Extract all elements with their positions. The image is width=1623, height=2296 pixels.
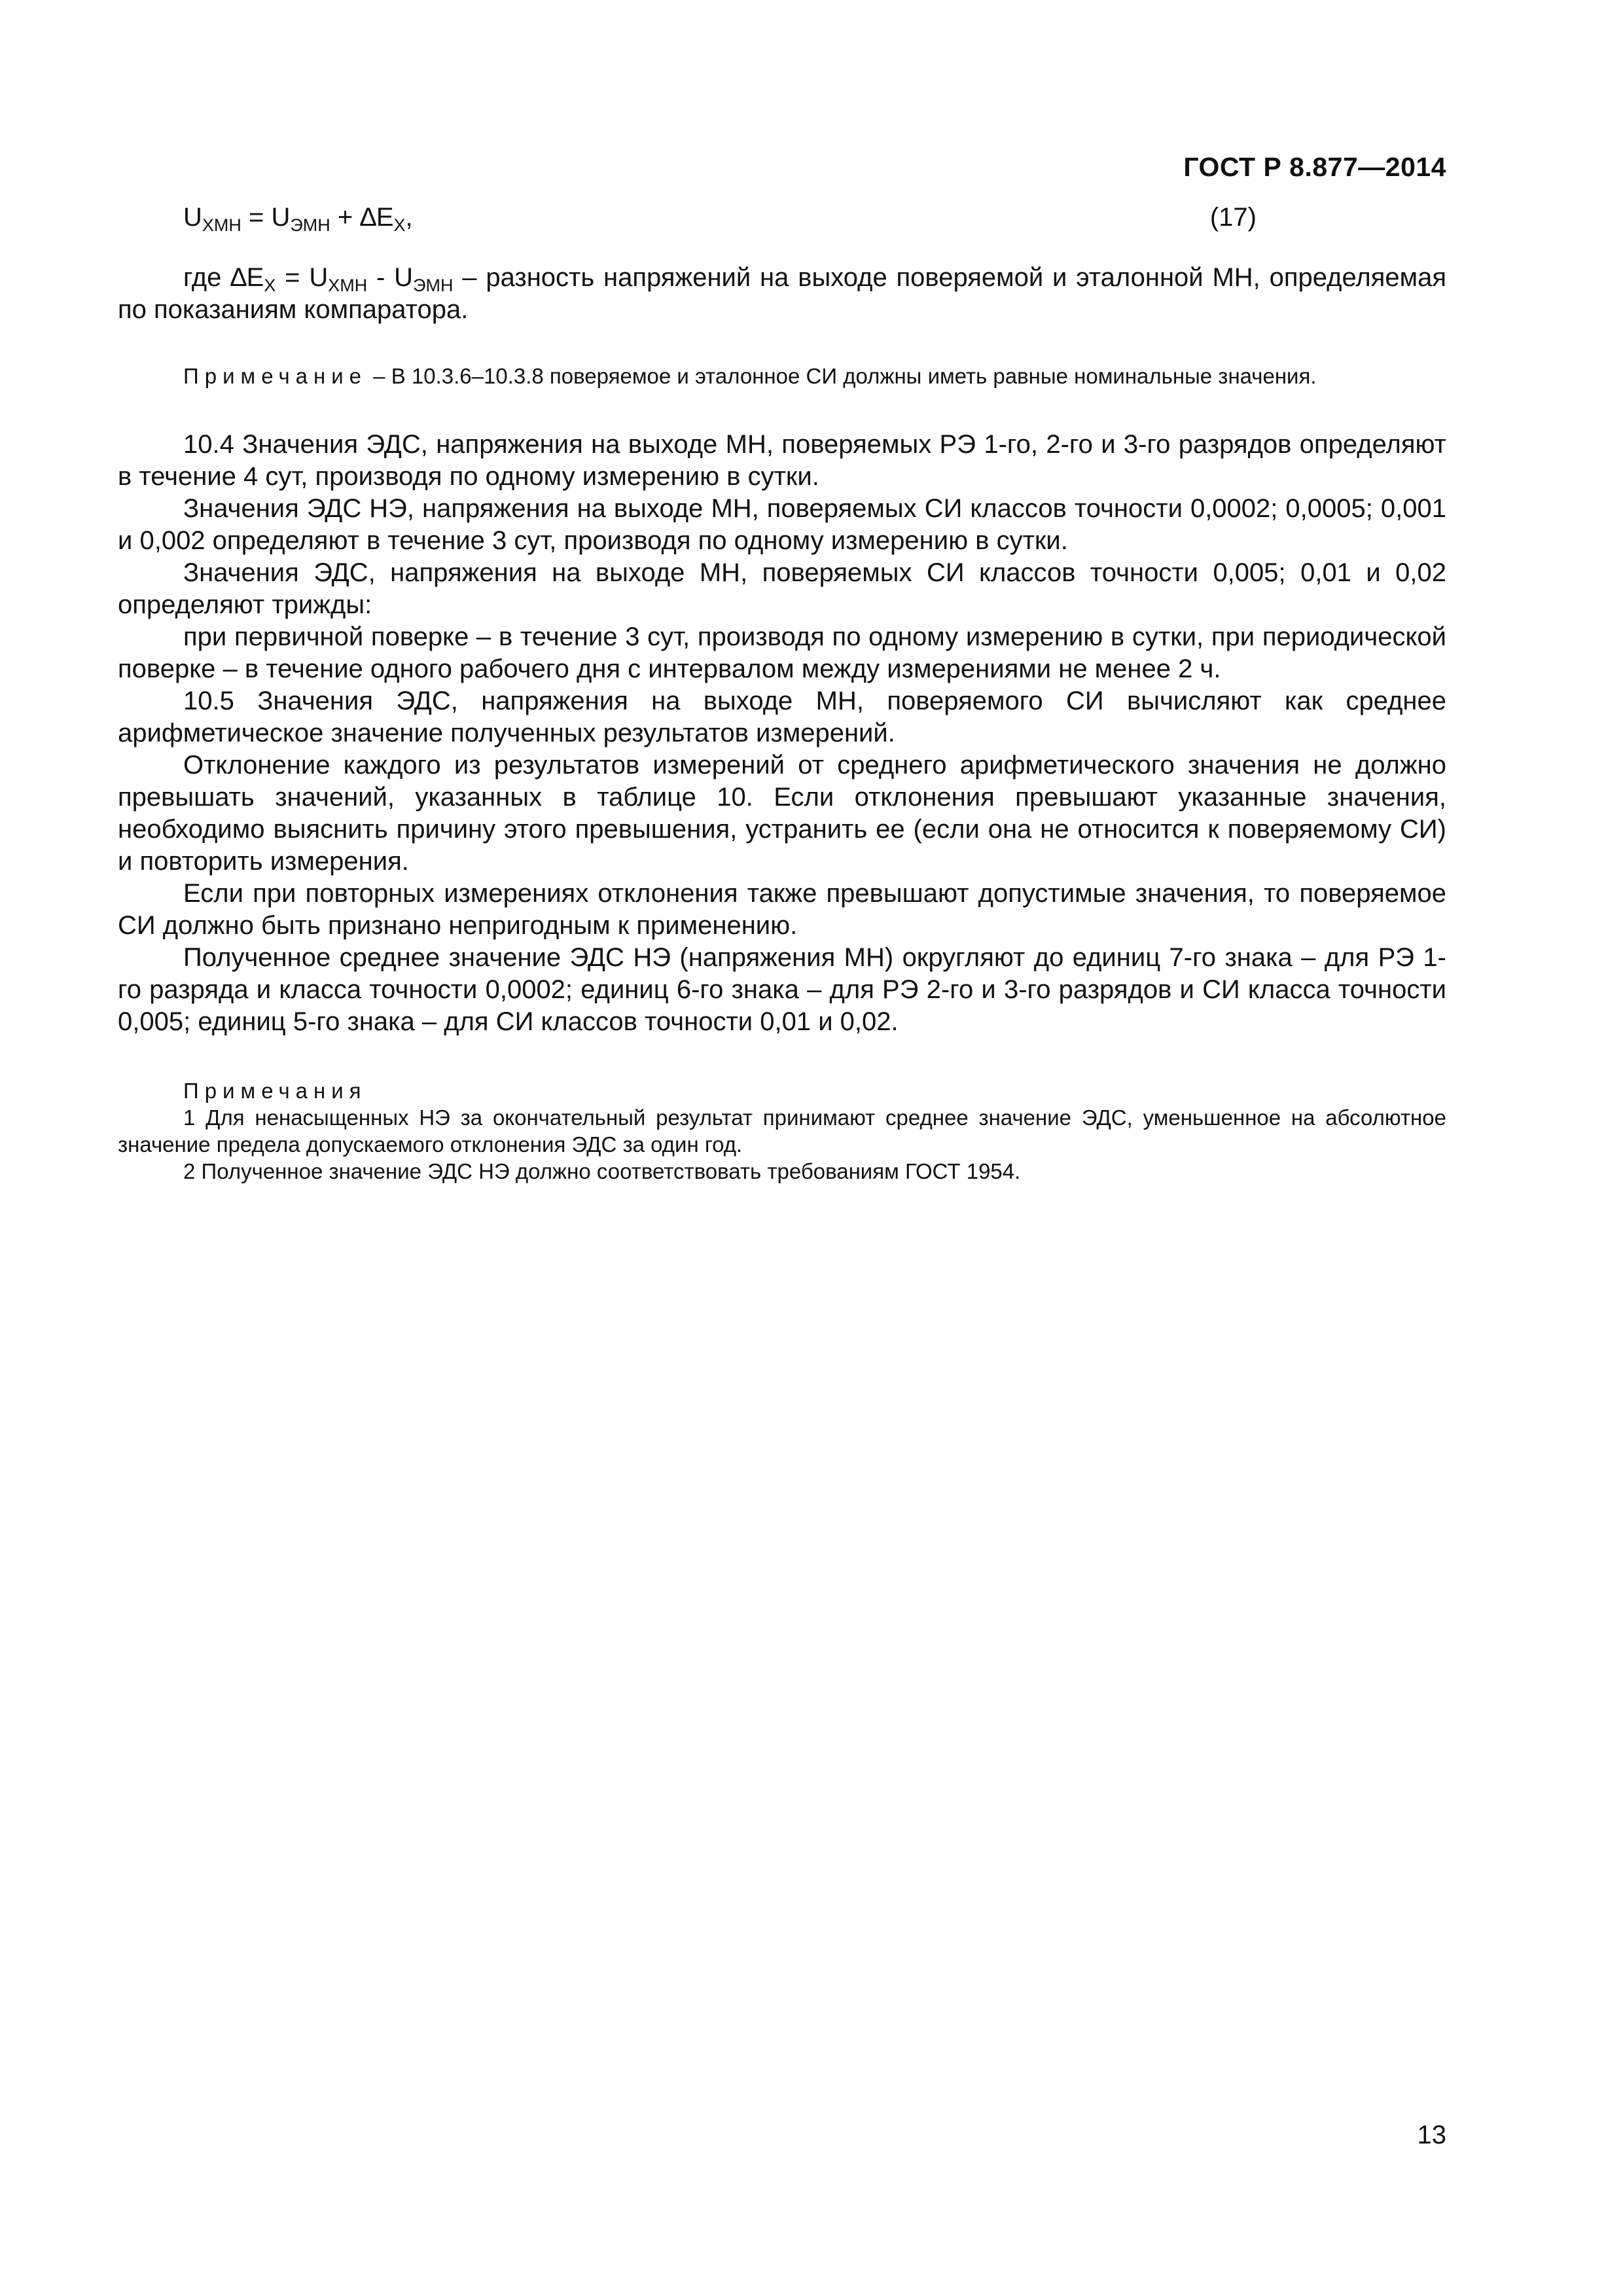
page-number: 13 — [1417, 2121, 1446, 2149]
document-header: ГОСТ Р 8.877—2014 — [1183, 152, 1446, 182]
paragraph-10-5: 10.5 Значения ЭДС, напряжения на выходе МН, поверяемого СИ вычисляют как среднее арифметическое значение полученных результатов измерений. — [118, 687, 1446, 747]
equation-number: (17) — [1209, 203, 1257, 232]
notes-heading: Примечания — [183, 1079, 367, 1103]
paragraph: Значения ЭДС, напряжения на выходе МН, поверяемых СИ классов точности 0,005; 0,01 и 0,02 определяют трижды: — [118, 558, 1446, 619]
formula-17 — [183, 203, 1257, 242]
paragraph: Отклонение каждого из результатов измерений от среднего арифметического значения не должно превышать значений, указанных в таблице 10. Если отклонения превышают указанные значения, необходимо выяснить причину этого превышения, устранить ее (если она не относится к поверяемому СИ) и повторить измерения. — [118, 751, 1446, 876]
note-item: 2 Полученное значение ЭДС НЭ должно соответствовать требованиям ГОСТ 1954. — [183, 1159, 1021, 1183]
note-paragraph: Примечание – В 10.3.6–10.3.8 поверяемое и эталонное СИ должны иметь равные номинальные значения. — [183, 364, 1317, 388]
note-label: Примечание — [183, 364, 368, 388]
note-item: 1 Для ненасыщенных НЭ за окончательный результат принимают среднее значение ЭДС, уменьшенное на абсолютное значение предела допускаемого отклонения ЭДС за один год. — [118, 1105, 1446, 1157]
paragraph: Если при повторных измерениях отклонения также превышают допустимые значения, то поверяемое СИ должно быть признано непригодным к применению. — [118, 879, 1446, 940]
document-body — [118, 262, 1446, 1185]
where-paragraph: где $\Delta E_Х = U_{ХМН} - U_{ЭМН}$ – разность напряжений на выходе поверяемой и эталонной МН, определяемая по показаниям компаратора. — [118, 263, 1447, 324]
paragraph: при первичной поверке – в течение 3 сут, производя по одному измерению в сутки, при периодической поверке – в течение одного рабочего дня с интервалом между измерениями не менее 2 ч. — [118, 622, 1446, 683]
paragraph: Полученное среднее значение ЭДС НЭ (напряжения МН) округляют до единиц 7-го знака – для РЭ 1-го разряда и класса точности 0,0002; единиц 6-го знака – для РЭ 2-го и 3-го разрядов и СИ класса точности 0,005; единиц 5-го знака – для СИ классов точности 0,01 и 0,02. — [118, 943, 1446, 1036]
paragraph-10-4: 10.4 Значения ЭДС, напряжения на выходе МН, поверяемых РЭ 1-го, 2-го и 3-го разрядов определяют в течение 4 сут, производя по одному измерению в сутки. — [118, 430, 1446, 491]
formula-expression: $U_{ХМН} = U_{ЭМН} + \Delta E_Х$, — [183, 203, 413, 235]
paragraph: Значения ЭДС НЭ, напряжения на выходе МН, поверяемых СИ классов точности 0,0002; 0,0005; 0,001 и 0,002 определяют в течение 3 сут, производя по одному измерению в сутки. — [118, 494, 1446, 555]
